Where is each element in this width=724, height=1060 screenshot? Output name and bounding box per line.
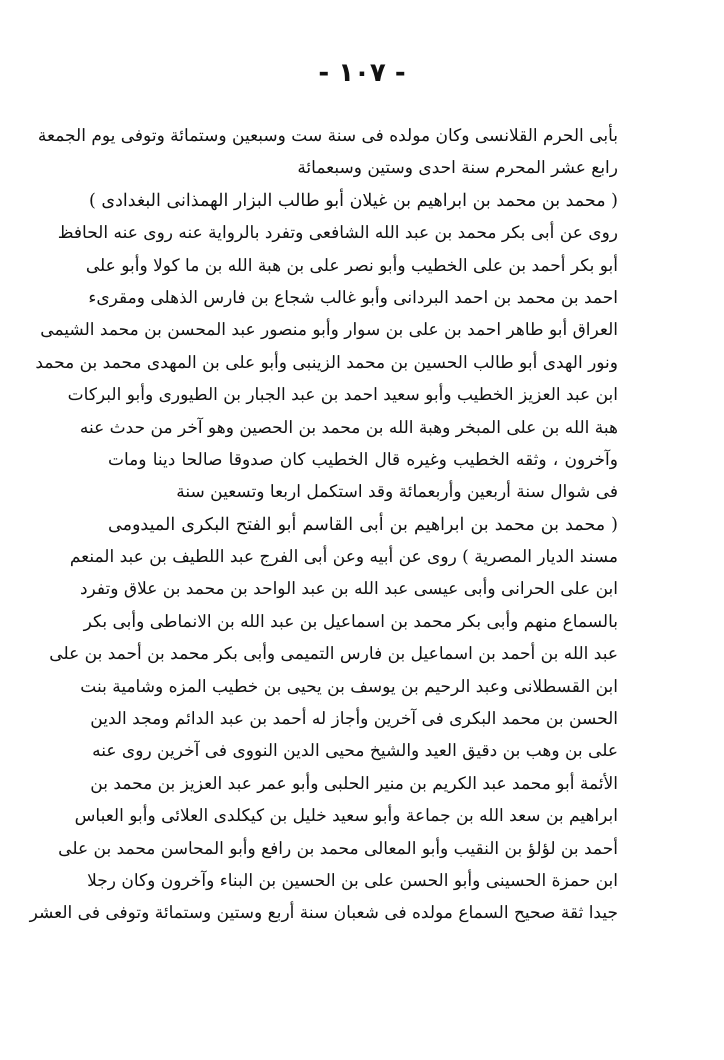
text-line: أبو بكر أحمد بن على الخطيب وأبو نصر على بن هبة الله بن ما كولا وأبو على	[85, 255, 618, 276]
text-line: روى عن أبى بكر محمد بن عبد الله الشافعى وتفرد بالرواية عنه روى عنه الحافظ	[57, 223, 618, 244]
text-line: أحمد بن لؤلؤ بن النقيب وأبو المعالى محمد بن رافع وأبو المحاسن محمد بن على	[58, 838, 618, 859]
text-line: عبد الله بن أحمد بن اسماعيل بن فارس التميمى وأبى بكر محمد بن أحمد بن على	[49, 644, 618, 665]
text-line: العراق أبو طاهر احمد بن على بن سوار وأبو منصور عبد المحسن بن محمد الشيمى	[40, 320, 618, 341]
page-number: - ١٠٧ -	[318, 58, 406, 88]
text-line: ابراهيم بن سعد الله بن جماعة وأبو سعيد خليل بن كيكلدى العلائى وأبو العباس	[74, 806, 618, 827]
text-line: الحسن بن محمد البكرى فى آخرين وأجاز له أحمد بن عبد الدائم ومجد الدين	[90, 709, 618, 730]
text-line: هبة الله بن على المبخر وهبة الله بن محمد بن الحصين وهو آخر من حدث عنه	[79, 417, 618, 438]
text-line: ابن عبد العزيز الخطيب وأبو سعيد احمد بن عبد الجبار بن الطيورى وأبو البركات	[67, 385, 618, 406]
entry-heading: ( محمد بن محمد بن ابراهيم بن غيلان أبو طالب البزار الهمذانى البغدادى )	[89, 190, 618, 211]
text-line: احمد بن محمد بن احمد البردانى وأبو غالب شجاع بن فارس الذهلى ومقرىء	[88, 287, 618, 308]
text-line: ونور الهدى أبو طالب الحسين بن محمد الزينبى وأبو على بن المهدى محمد بن محمد	[35, 352, 618, 373]
text-line: الأئمة أبو محمد عبد الكريم بن منير الحلبى وأبو عمر عبد العزيز بن محمد بن	[90, 773, 618, 794]
entry-heading: ( محمد بن محمد بن ابراهيم بن أبى القاسم أبو الفتح البكرى الميدومى	[108, 514, 618, 535]
text-line: ابن القسطلانى وعبد الرحيم بن يوسف بن يحيى بن خطيب المزه وشامية بنت	[80, 676, 618, 697]
text-line: بأبى الحرم القلانسى وكان مولده فى سنة ست وسبعين وستمائة وتوفى يوم الجمعة	[37, 126, 618, 146]
text-line: رابع عشر المحرم سنة احدى وستين وسبعمائة	[297, 158, 618, 179]
body-text	[29, 120, 618, 930]
text-line: بالسماع منهم وأبى بكر محمد بن اسماعيل بن عبد الله بن الانماطى وأبى بكر	[83, 611, 618, 632]
text-line: على بن وهب بن دقيق العيد والشيخ محيى الدين النووى فى آخرين روى عنه	[92, 741, 618, 762]
text-line: ابن على الحرانى وأبى عيسى عبد الله بن عبد الواحد بن محمد بن علاق وتفرد	[79, 579, 618, 600]
text-line: جيدا ثقة صحيح السماع مولده فى شعبان سنة أربع وستين وستمائة وتوفى فى العشر	[29, 903, 618, 924]
text-line: مسند الديار المصرية ) روى عن أبيه وعن أبى الفرج عبد اللطيف بن عبد المنعم	[69, 547, 618, 568]
text-line: ابن حمزة الحسينى وأبو الحسن على بن الحسين بن البناء وآخرون وكان رجلا	[87, 870, 618, 891]
text-line: وآخرون ، وثقه الخطيب وغيره قال الخطيب كان صدوقا صالحا دينا ومات	[108, 449, 618, 470]
text-line: فى شوال سنة أربعين وأربعمائة وقد استكمل اربعا وتسعين سنة	[176, 482, 618, 503]
